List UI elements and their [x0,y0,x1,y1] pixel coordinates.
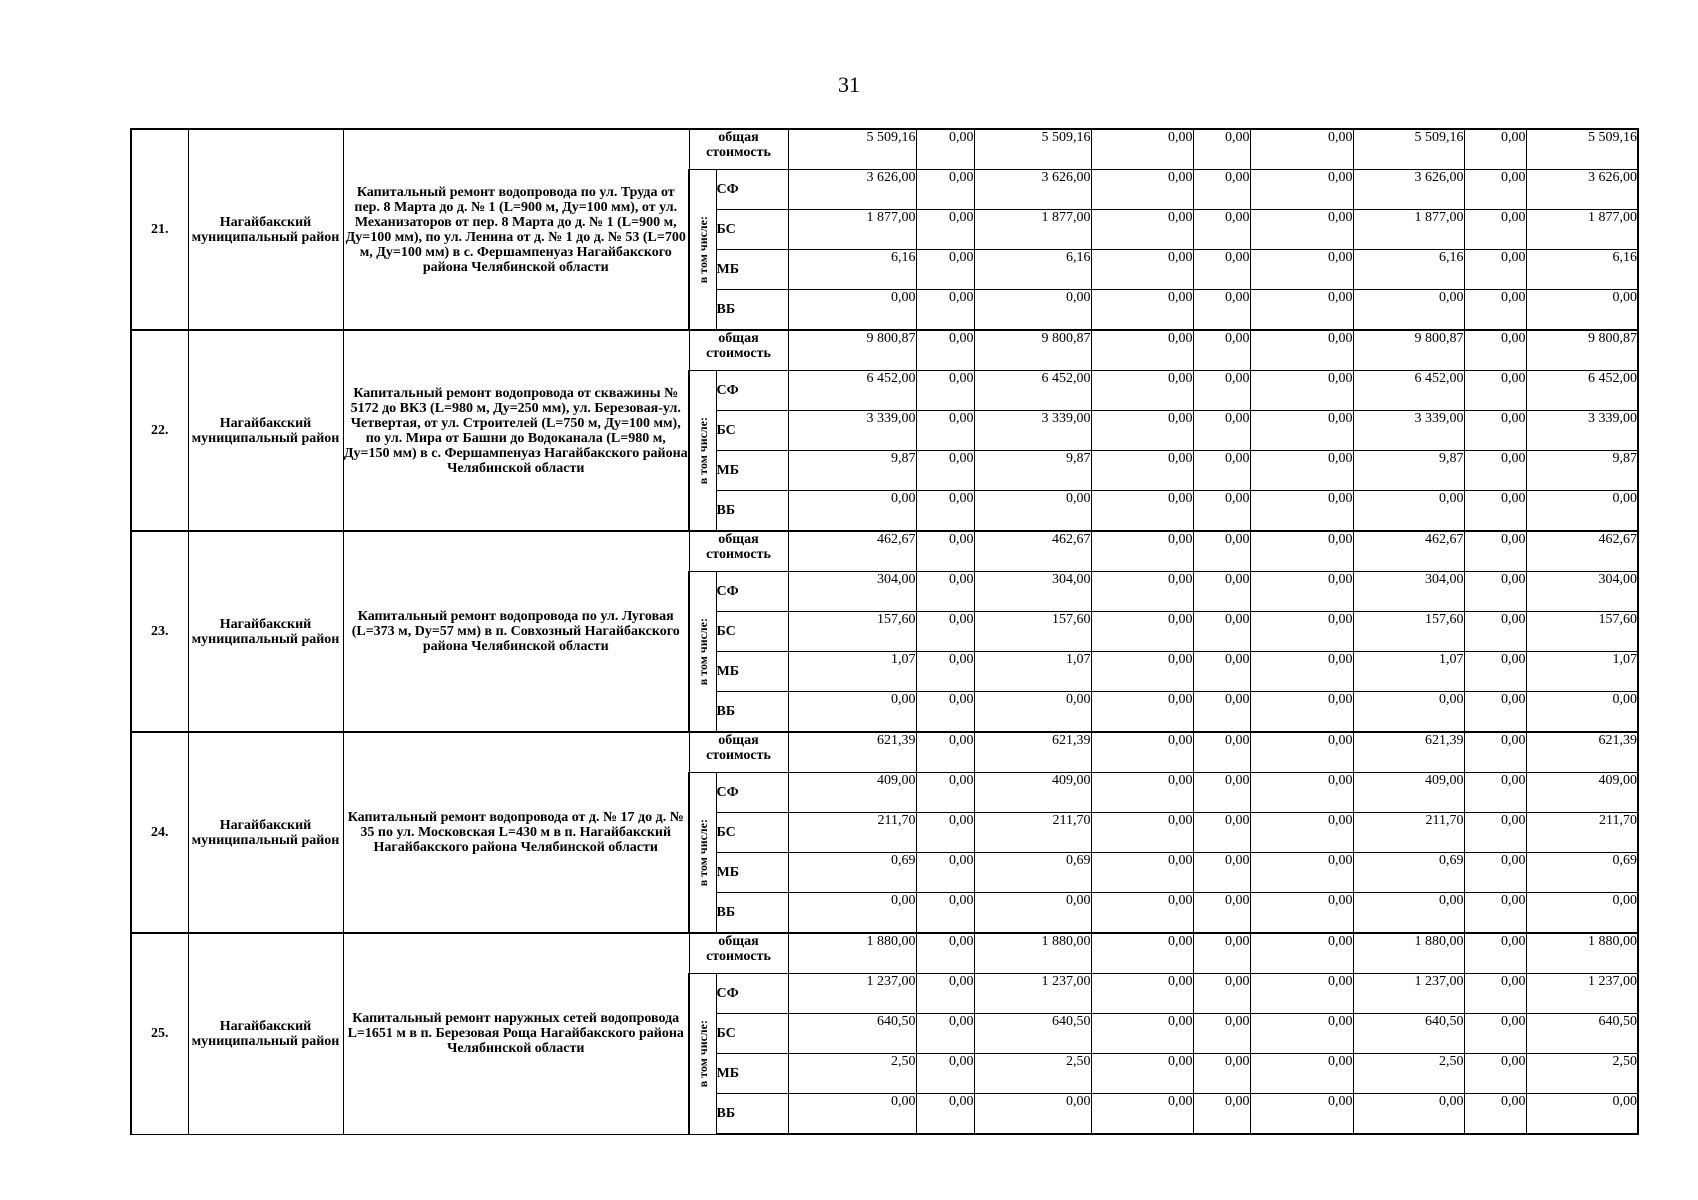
funding-source-label: БС [716,1014,788,1054]
value-cell: 0,00 [1250,290,1353,331]
funding-source-label: БС [716,411,788,451]
value-cell: 0,00 [1464,1094,1526,1135]
value-cell: 3 339,00 [1526,411,1638,451]
value-cell: 0,00 [916,893,974,934]
value-cell: 0,00 [1464,451,1526,491]
district-cell: Нагайбакский муниципальный район [188,732,343,933]
funding-source-label: ВБ [716,491,788,532]
funding-source-label: МБ [716,250,788,290]
object-description: Капитальный ремонт водопровода по ул. Луговая (L=373 м, Dy=57 мм) в п. Совхозный Нагайбакского района Челябинской области [343,531,689,732]
value-cell: 0,00 [916,531,974,572]
value-cell: 6 452,00 [1353,371,1464,411]
funding-source-label: БС [716,813,788,853]
value-cell: 0,00 [1091,129,1193,170]
value-cell: 0,00 [1250,893,1353,934]
value-cell: 1,07 [1526,652,1638,692]
value-cell: 0,00 [1250,210,1353,250]
value-cell: 3 626,00 [974,170,1091,210]
total-cost-label: общая стоимость [689,933,788,974]
value-cell: 621,39 [1353,732,1464,773]
value-cell: 1 880,00 [788,933,916,974]
value-cell: 462,67 [974,531,1091,572]
funding-source-label: СФ [716,974,788,1014]
value-cell: 0,00 [1193,129,1250,170]
value-cell: 3 339,00 [788,411,916,451]
value-cell: 0,00 [1091,451,1193,491]
value-cell: 0,00 [1193,1094,1250,1135]
value-cell: 0,00 [1250,170,1353,210]
value-cell: 0,00 [788,893,916,934]
value-cell: 0,00 [1193,933,1250,974]
value-cell: 2,50 [1353,1054,1464,1094]
total-cost-label: общая стоимость [689,531,788,572]
value-cell: 0,00 [1193,290,1250,331]
row-number: 24. [131,732,188,933]
funding-source-label: СФ [716,773,788,813]
value-cell: 3 339,00 [974,411,1091,451]
value-cell: 0,00 [1464,652,1526,692]
value-cell: 9,87 [788,451,916,491]
funding-source-label: СФ [716,170,788,210]
value-cell: 0,00 [916,330,974,371]
value-cell: 0,00 [916,290,974,331]
value-cell: 1 237,00 [1353,974,1464,1014]
value-cell: 0,00 [1091,371,1193,411]
value-cell: 304,00 [1353,572,1464,612]
value-cell: 0,00 [1464,692,1526,733]
value-cell: 0,00 [1464,210,1526,250]
table-row [131,933,1638,974]
value-cell: 1 877,00 [788,210,916,250]
value-cell: 0,00 [1464,250,1526,290]
value-cell: 0,00 [1193,491,1250,532]
value-cell: 0,00 [916,170,974,210]
value-cell: 0,00 [1193,572,1250,612]
value-cell: 9 800,87 [1353,330,1464,371]
value-cell: 9 800,87 [1526,330,1638,371]
value-cell: 9,87 [1353,451,1464,491]
value-cell: 0,00 [1091,893,1193,934]
value-cell: 0,00 [916,411,974,451]
including-label-text: в том числе: [695,1020,710,1088]
value-cell: 0,00 [916,1054,974,1094]
value-cell: 409,00 [1526,773,1638,813]
value-cell: 0,00 [1091,813,1193,853]
funding-source-label: МБ [716,1054,788,1094]
including-side-label [689,170,716,331]
total-cost-label: общая стоимость [689,129,788,170]
value-cell: 2,50 [974,1054,1091,1094]
value-cell: 0,00 [1464,1014,1526,1054]
value-cell: 0,00 [1250,491,1353,532]
value-cell: 0,00 [1464,933,1526,974]
value-cell: 0,00 [1464,330,1526,371]
value-cell: 2,50 [788,1054,916,1094]
value-cell: 0,00 [1193,170,1250,210]
page-number: 31 [838,72,860,97]
funding-source-label: МБ [716,652,788,692]
value-cell: 0,00 [1464,732,1526,773]
value-cell: 1,07 [788,652,916,692]
value-cell: 0,00 [1353,692,1464,733]
value-cell: 462,67 [788,531,916,572]
value-cell: 0,00 [916,572,974,612]
including-label-text: в том числе: [695,416,710,485]
value-cell: 0,00 [916,250,974,290]
value-cell: 409,00 [974,773,1091,813]
value-cell: 621,39 [788,732,916,773]
value-cell: 0,00 [1250,813,1353,853]
value-cell: 9 800,87 [974,330,1091,371]
value-cell: 0,69 [974,853,1091,893]
value-cell: 0,00 [1193,853,1250,893]
value-cell: 157,60 [1526,612,1638,652]
value-cell: 0,00 [974,893,1091,934]
value-cell: 1 880,00 [1526,933,1638,974]
value-cell: 409,00 [788,773,916,813]
value-cell: 0,00 [1091,1094,1193,1135]
value-cell: 211,70 [1526,813,1638,853]
table-row [131,732,1638,773]
value-cell: 0,00 [1464,491,1526,532]
value-cell: 5 509,16 [1353,129,1464,170]
value-cell: 0,00 [1193,652,1250,692]
value-cell: 0,00 [1250,933,1353,974]
value-cell: 0,00 [788,692,916,733]
value-cell: 0,00 [974,1094,1091,1135]
value-cell: 0,00 [1250,250,1353,290]
including-side-label [689,371,716,532]
value-cell: 0,00 [916,974,974,1014]
row-number: 21. [131,129,188,330]
value-cell: 0,00 [1091,652,1193,692]
district-cell: Нагайбакский муниципальный район [188,933,343,1134]
value-cell: 0,00 [916,129,974,170]
value-cell: 0,00 [1091,330,1193,371]
value-cell: 0,00 [1250,451,1353,491]
value-cell: 0,00 [1353,290,1464,331]
value-cell: 0,00 [1193,330,1250,371]
district-cell: Нагайбакский муниципальный район [188,330,343,531]
value-cell: 211,70 [788,813,916,853]
value-cell: 0,00 [916,491,974,532]
value-cell: 2,50 [1526,1054,1638,1094]
value-cell: 0,00 [1193,210,1250,250]
value-cell: 6 452,00 [1526,371,1638,411]
district-cell: Нагайбакский муниципальный район [188,129,343,330]
value-cell: 0,00 [1526,290,1638,331]
value-cell: 5 509,16 [788,129,916,170]
value-cell: 157,60 [1353,612,1464,652]
value-cell: 1 237,00 [1526,974,1638,1014]
value-cell: 3 626,00 [1526,170,1638,210]
value-cell: 0,00 [1250,1094,1353,1135]
value-cell: 0,00 [916,210,974,250]
value-cell: 0,00 [1464,813,1526,853]
value-cell: 0,00 [916,933,974,974]
value-cell: 0,00 [788,290,916,331]
value-cell: 409,00 [1353,773,1464,813]
value-cell: 0,00 [1193,1014,1250,1054]
value-cell: 0,00 [1193,692,1250,733]
value-cell: 0,00 [1464,974,1526,1014]
row-number: 22. [131,330,188,531]
value-cell: 0,00 [1250,612,1353,652]
total-cost-label: общая стоимость [689,330,788,371]
value-cell: 0,00 [1193,531,1250,572]
value-cell: 640,50 [1353,1014,1464,1054]
value-cell: 1 877,00 [1353,210,1464,250]
value-cell: 0,00 [1464,129,1526,170]
value-cell: 1 880,00 [974,933,1091,974]
value-cell: 0,00 [1250,974,1353,1014]
value-cell: 5 509,16 [1526,129,1638,170]
value-cell: 0,00 [974,692,1091,733]
funding-source-label: БС [716,612,788,652]
value-cell: 304,00 [974,572,1091,612]
value-cell: 0,00 [1250,853,1353,893]
value-cell: 1,07 [1353,652,1464,692]
value-cell: 0,00 [1091,572,1193,612]
value-cell: 0,69 [1526,853,1638,893]
funding-source-label: ВБ [716,692,788,733]
value-cell: 0,00 [1464,572,1526,612]
value-cell: 6,16 [1353,250,1464,290]
value-cell: 0,00 [1091,732,1193,773]
value-cell: 5 509,16 [974,129,1091,170]
value-cell: 0,00 [1193,411,1250,451]
value-cell: 0,00 [1464,612,1526,652]
value-cell: 9 800,87 [788,330,916,371]
value-cell: 621,39 [1526,732,1638,773]
including-label-text: в том числе: [695,818,710,887]
total-cost-label: общая стоимость [689,732,788,773]
value-cell: 6 452,00 [974,371,1091,411]
value-cell: 6 452,00 [788,371,916,411]
value-cell: 211,70 [974,813,1091,853]
value-cell: 0,00 [1250,1014,1353,1054]
value-cell: 0,00 [1091,170,1193,210]
value-cell: 0,00 [1091,853,1193,893]
including-label-text: в том числе: [695,215,710,284]
value-cell: 0,00 [1464,853,1526,893]
including-side-label [689,572,716,733]
value-cell: 1,07 [974,652,1091,692]
table-row [131,330,1638,371]
value-cell: 0,00 [1250,652,1353,692]
value-cell: 0,00 [1464,1054,1526,1094]
value-cell: 0,00 [974,290,1091,331]
funding-source-label: МБ [716,451,788,491]
value-cell: 9,87 [974,451,1091,491]
value-cell: 0,00 [788,491,916,532]
funding-source-label: БС [716,210,788,250]
value-cell: 0,00 [1464,773,1526,813]
value-cell: 3 339,00 [1353,411,1464,451]
value-cell: 0,00 [1091,531,1193,572]
value-cell: 157,60 [974,612,1091,652]
value-cell: 0,00 [1193,813,1250,853]
value-cell: 0,00 [1193,371,1250,411]
funding-source-label: ВБ [716,290,788,331]
value-cell: 0,00 [1464,411,1526,451]
funding-source-label: ВБ [716,893,788,934]
value-cell: 0,00 [1464,371,1526,411]
value-cell: 0,00 [1353,1094,1464,1135]
value-cell: 1 877,00 [1526,210,1638,250]
value-cell: 0,00 [916,732,974,773]
value-cell: 0,00 [1250,692,1353,733]
value-cell: 0,00 [1250,411,1353,451]
value-cell: 0,00 [1091,933,1193,974]
object-description: Капитальный ремонт наружных сетей водопровода L=1651 м в п. Березовая Роща Нагайбакского района Челябинской области [343,933,689,1134]
value-cell: 6,16 [974,250,1091,290]
row-number: 23. [131,531,188,732]
table-row [131,531,1638,572]
value-cell: 0,00 [1091,1054,1193,1094]
value-cell: 0,00 [1353,491,1464,532]
object-description: Капитальный ремонт водопровода от д. № 17 до д. № 35 по ул. Московская L=430 м в п. Нагайбакский Нагайбакского района Челябинской области [343,732,689,933]
value-cell: 0,00 [916,692,974,733]
value-cell: 0,00 [1091,692,1193,733]
value-cell: 157,60 [788,612,916,652]
value-cell: 1 237,00 [788,974,916,1014]
value-cell: 0,00 [916,1094,974,1135]
value-cell: 0,00 [916,773,974,813]
value-cell: 0,00 [1526,893,1638,934]
value-cell: 0,00 [1193,974,1250,1014]
value-cell: 0,00 [1464,290,1526,331]
including-label-text: в том числе: [695,617,710,686]
including-side-label [689,974,716,1135]
object-description: Капитальный ремонт водопровода от скважины № 5172 до ВКЗ (L=980 м, Ду=250 мм), ул. Березовая-ул. Четвертая, от ул. Строителей (L=750 м, Ду=100 мм), по ул. Мира от Башни до Водоканала (L=980 м, Ду=150 мм) в с. Фершампенуаз Нагайбакского района Челябинской области [343,330,689,531]
budget-table [130,128,1639,1135]
value-cell: 462,67 [1526,531,1638,572]
table-row [131,129,1638,170]
value-cell: 640,50 [974,1014,1091,1054]
value-cell: 211,70 [1353,813,1464,853]
value-cell: 0,00 [916,853,974,893]
value-cell: 0,00 [788,1094,916,1135]
value-cell: 1 877,00 [974,210,1091,250]
value-cell: 0,00 [1250,732,1353,773]
value-cell: 0,00 [1464,170,1526,210]
value-cell: 0,00 [916,451,974,491]
value-cell: 6,16 [788,250,916,290]
value-cell: 640,50 [788,1014,916,1054]
value-cell: 0,00 [1193,250,1250,290]
district-cell: Нагайбакский муниципальный район [188,531,343,732]
value-cell: 0,00 [916,612,974,652]
value-cell: 304,00 [1526,572,1638,612]
value-cell: 0,00 [1250,1054,1353,1094]
value-cell: 640,50 [1526,1014,1638,1054]
funding-source-label: СФ [716,371,788,411]
row-number: 25. [131,933,188,1134]
value-cell: 621,39 [974,732,1091,773]
value-cell: 0,00 [974,491,1091,532]
value-cell: 0,00 [1091,612,1193,652]
value-cell: 0,00 [1091,250,1193,290]
value-cell: 0,00 [1250,330,1353,371]
value-cell: 0,00 [1250,129,1353,170]
value-cell: 0,00 [1250,371,1353,411]
value-cell: 0,00 [1250,572,1353,612]
value-cell: 0,00 [916,371,974,411]
value-cell: 0,00 [1091,974,1193,1014]
value-cell: 462,67 [1353,531,1464,572]
value-cell: 3 626,00 [1353,170,1464,210]
funding-source-label: ВБ [716,1094,788,1135]
value-cell: 0,00 [1526,1094,1638,1135]
value-cell: 1 237,00 [974,974,1091,1014]
value-cell: 0,69 [1353,853,1464,893]
value-cell: 0,00 [1464,531,1526,572]
value-cell: 0,00 [1526,692,1638,733]
value-cell: 1 880,00 [1353,933,1464,974]
value-cell: 0,00 [1250,773,1353,813]
value-cell: 0,00 [1193,612,1250,652]
value-cell: 0,00 [1250,531,1353,572]
table-body [131,129,1638,1134]
funding-source-label: СФ [716,572,788,612]
value-cell: 0,00 [1193,773,1250,813]
value-cell: 0,00 [1193,1054,1250,1094]
value-cell: 0,00 [1091,290,1193,331]
value-cell: 0,00 [916,652,974,692]
value-cell: 0,00 [1091,210,1193,250]
value-cell: 0,00 [1091,773,1193,813]
funding-source-label: МБ [716,853,788,893]
value-cell: 3 626,00 [788,170,916,210]
value-cell: 0,00 [1193,451,1250,491]
value-cell: 0,00 [1193,732,1250,773]
value-cell: 0,00 [1464,893,1526,934]
including-side-label [689,773,716,934]
value-cell: 0,00 [1091,491,1193,532]
value-cell: 0,69 [788,853,916,893]
value-cell: 0,00 [1193,893,1250,934]
value-cell: 0,00 [916,813,974,853]
value-cell: 0,00 [1353,893,1464,934]
value-cell: 0,00 [1091,1014,1193,1054]
value-cell: 0,00 [1526,491,1638,532]
value-cell: 0,00 [1091,411,1193,451]
value-cell: 6,16 [1526,250,1638,290]
value-cell: 9,87 [1526,451,1638,491]
value-cell: 304,00 [788,572,916,612]
value-cell: 0,00 [916,1014,974,1054]
object-description: Капитальный ремонт водопровода по ул. Труда от пер. 8 Марта до д. № 1 (L=900 м, Ду=100 мм), от ул. Механизаторов от пер. 8 Марта до д. № 1 (L=900 м, Ду=100 мм), по ул. Ленина от д. № 1 до д. № 53 (L=700 м, Ду=100 мм) в с. Фершампенуаз Нагайбакского района Челябинской области [343,129,689,330]
